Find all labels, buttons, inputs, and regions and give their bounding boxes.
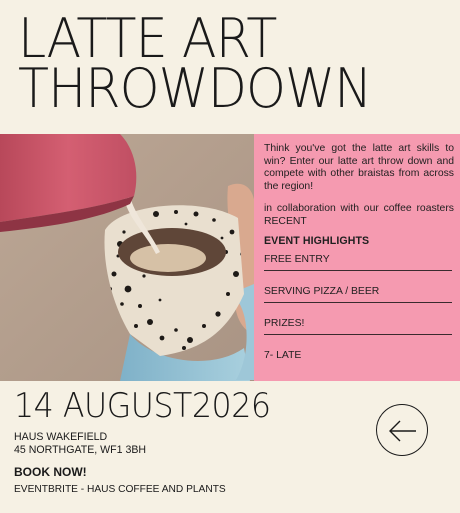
highlight-item: 7- LATE	[264, 349, 302, 361]
event-highlights-list	[264, 253, 454, 366]
event-info-panel	[254, 134, 460, 381]
latte-pour-photo	[0, 134, 254, 381]
collaboration-text: in collaboration with our coffee roasters RECENT	[264, 203, 454, 227]
event-highlights-heading: EVENT HIGHLIGHTS	[264, 235, 370, 247]
book-now-link[interactable]: BOOK NOW!	[14, 465, 87, 479]
arrow-left-icon	[377, 405, 429, 457]
event-title	[18, 7, 372, 120]
highlight-item: SERVING PIZZA / BEER	[264, 285, 452, 303]
venue-address: 45 NORTHGATE, WF1 3BH	[14, 444, 147, 456]
venue-name: HAUS WAKEFIELD	[14, 431, 108, 443]
venue-block	[14, 431, 146, 457]
event-title-line-1: LATTE ART	[18, 7, 277, 70]
booking-details: EVENTBRITE - HAUS COFFEE AND PLANTS	[14, 484, 226, 495]
event-intro-text: Think you've got the latte art skills to win? Enter our latte art throw down and compete with other braistas from across the region!	[264, 143, 454, 192]
event-title-line-2: THROWDOWN	[18, 57, 372, 120]
highlight-item: PRIZES!	[264, 317, 452, 335]
highlight-item: FREE ENTRY	[264, 253, 452, 271]
event-date: 14 AUGUST2026	[14, 386, 271, 426]
back-arrow-button[interactable]	[376, 404, 428, 456]
